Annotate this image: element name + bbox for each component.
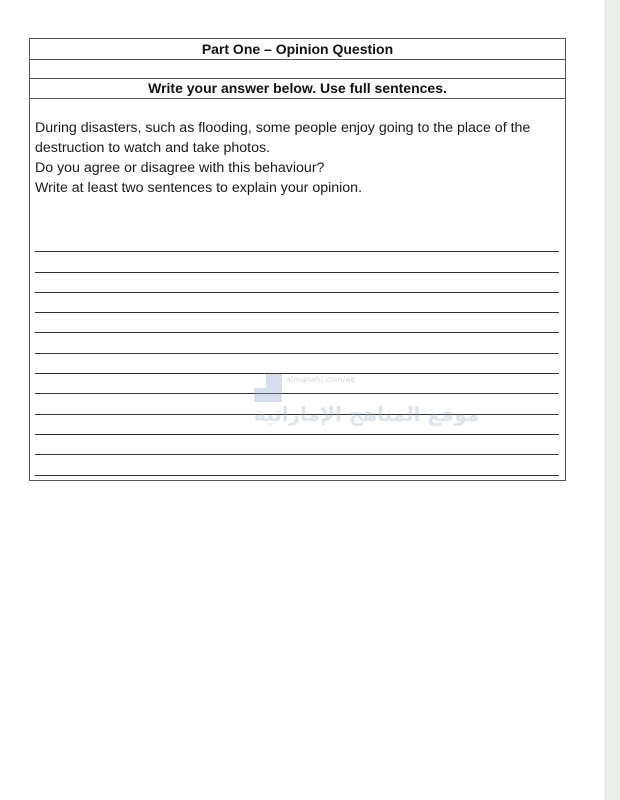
question-cell (30, 99, 565, 480)
watermark-text: موقع المناهج الإماراتية (254, 402, 480, 426)
instruction-text: Write your answer below. Use full sentences. (30, 79, 565, 99)
blank-row (30, 60, 565, 79)
question-text (35, 118, 560, 198)
question-line-2: destruction to watch and take photos. (35, 140, 271, 156)
question-line-1: During disasters, such as flooding, some people enjoy going to the place of the (35, 120, 531, 136)
worksheet-table (29, 38, 566, 481)
worksheet-title: Part One – Opinion Question (30, 39, 565, 60)
answer-lines (35, 232, 559, 476)
question-line-4: Write at least two sentences to explain your opinion. (35, 180, 363, 196)
answer-line[interactable] (35, 455, 559, 475)
answer-line[interactable] (35, 394, 559, 414)
answer-line[interactable] (35, 273, 559, 293)
answer-line[interactable] (35, 232, 559, 252)
answer-line[interactable] (35, 313, 559, 333)
question-line-3: Do you agree or disagree with this behaviour? (35, 160, 325, 176)
viewer-scroll-gutter (604, 0, 620, 800)
answer-line[interactable] (35, 293, 559, 313)
answer-line[interactable] (35, 354, 559, 374)
answer-line[interactable] (35, 374, 559, 394)
answer-line[interactable] (35, 435, 559, 455)
watermark-url: almanahj.com/ae (286, 375, 356, 384)
answer-line[interactable] (35, 333, 559, 353)
answer-line[interactable] (35, 252, 559, 272)
answer-line[interactable] (35, 415, 559, 435)
